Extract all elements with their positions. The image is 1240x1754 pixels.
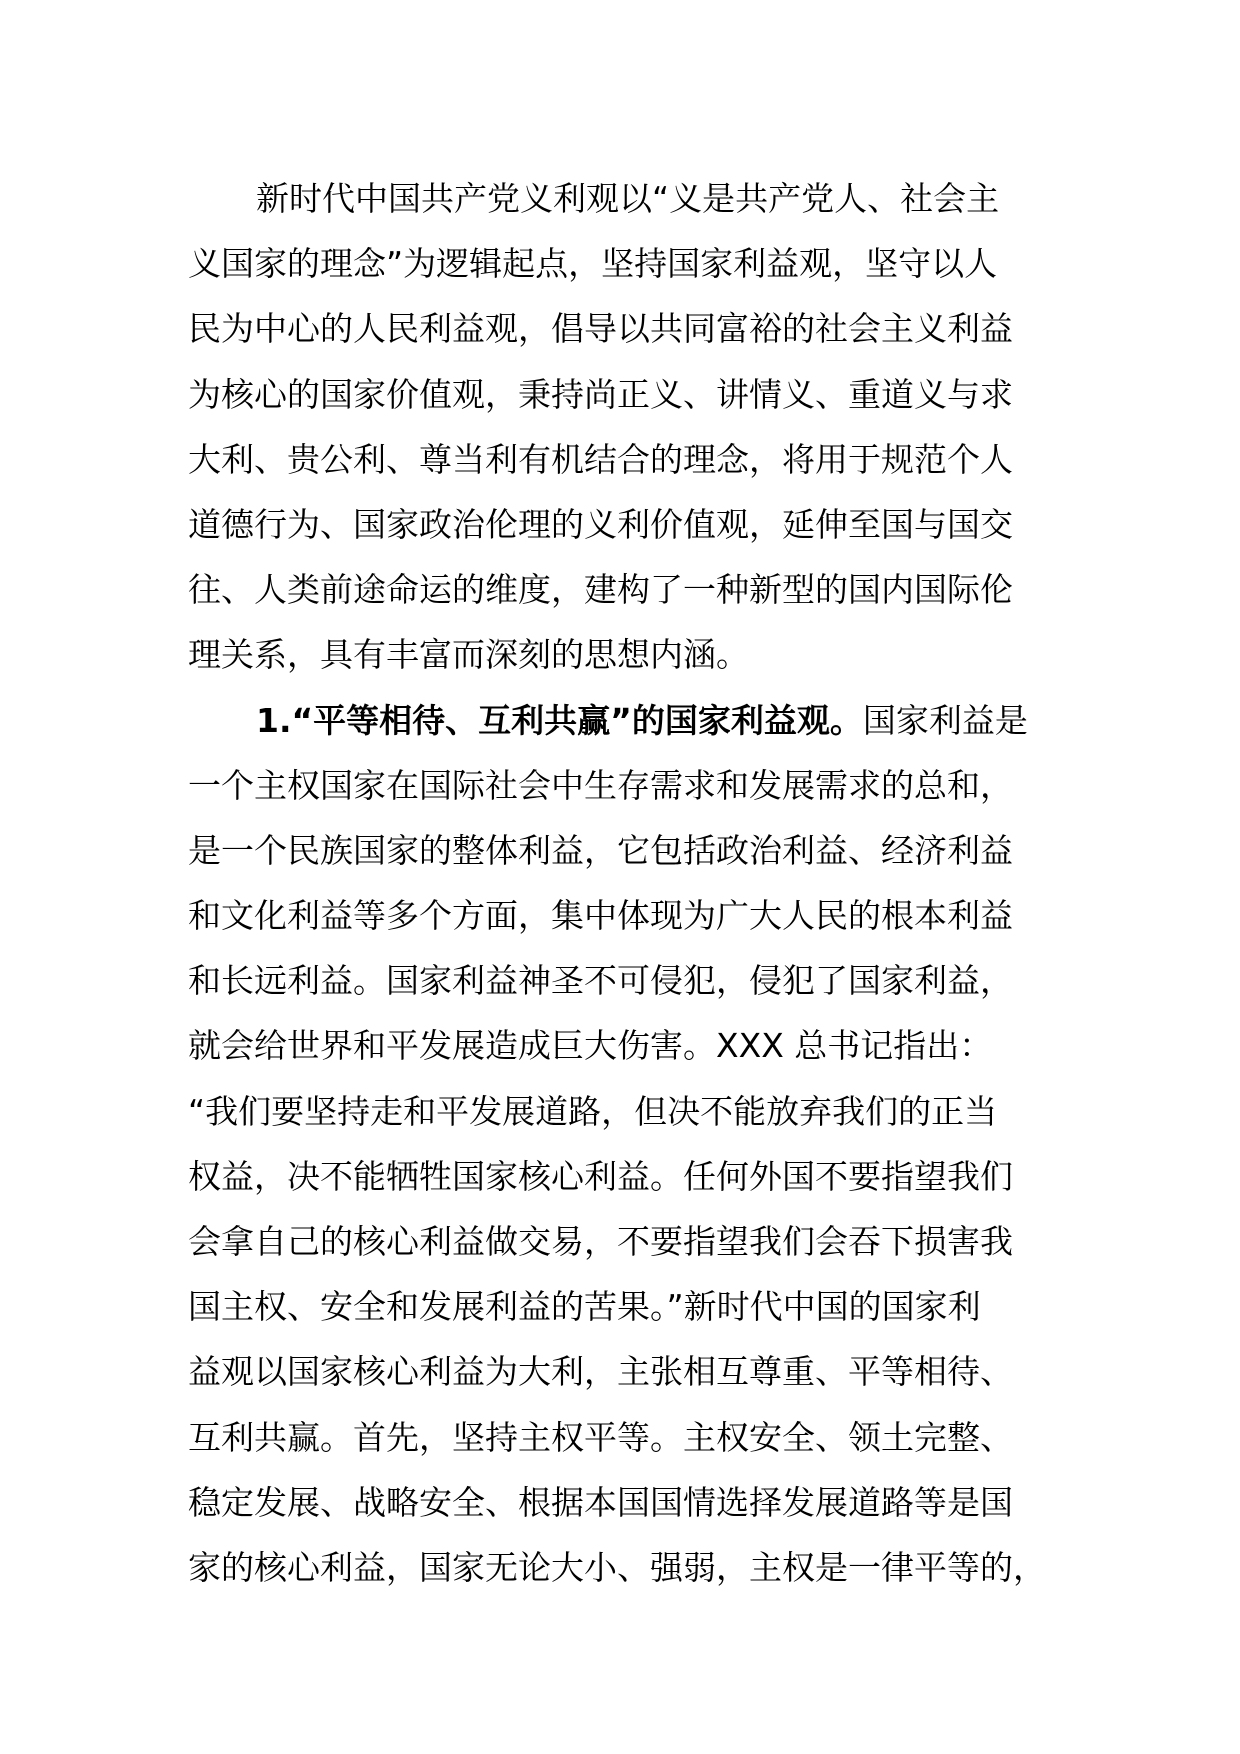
paragraph-2-line-8: 权益，决不能牺牲国家核心利益。任何外国不要指望我们 [188, 1156, 1013, 1196]
paragraph-2-line-1 [188, 688, 1058, 753]
paragraph-1-line-5: 大利、贵公利、尊当利有机结合的理念，将用于规范个人 [188, 439, 1013, 479]
paragraph-2-line-9: 会拿自己的核心利益做交易，不要指望我们会吞下损害我 [188, 1222, 1013, 1261]
paragraph-2-line-13: 稳定发展、战略安全、根据本国国情选择发展道路等是国 [188, 1482, 1013, 1522]
paragraph-1-line-7: 往、人类前途命运的维度，建构了一种新型的国内国际伦 [188, 570, 1013, 610]
paragraph-2-line-7: “我们要坚持走和平发展道路，但决不能放弃我们的正当 [188, 1091, 998, 1131]
paragraph-2-line-6: 就会给世界和平发展造成巨大伤害。XXX 总书记指出： [188, 1026, 993, 1066]
section-heading: 1.“平等相待、互利共赢”的国家利益观。 [256, 700, 863, 740]
paragraph-2-line-3: 是一个民族国家的整体利益，它包括政治利益、经济利益 [188, 830, 1013, 870]
paragraph-2-line-14: 家的核心利益，国家无论大小、强弱，主权是一律平等的， [188, 1547, 1046, 1587]
paragraph-1-line-1: 新时代中国共产党义利观以“义是共产党人、社会主 [256, 179, 1000, 218]
paragraph-1-line-3: 民为中心的人民利益观，倡导以共同富裕的社会主义利益 [188, 309, 1013, 349]
paragraph-2-line-1-text: 国家利益是 [862, 700, 1028, 740]
paragraph-2-line-2: 一个主权国家在国际社会中生存需求和发展需求的总和， [188, 765, 1013, 805]
paragraph-1-line-2: 义国家的理念”为逻辑起点，坚持国家利益观，坚守以人 [188, 244, 998, 284]
paragraph-2-line-4: 和文化利益等多个方面，集中体现为广大人民的根本利益 [188, 896, 1013, 936]
body-text [188, 166, 1058, 1600]
paragraph-2-line-5: 和长远利益。国家利益神圣不可侵犯，侵犯了国家利益， [188, 961, 1013, 1001]
paragraph-2-line-11: 益观以国家核心利益为大利，主张相互尊重、平等相待、 [188, 1352, 1013, 1392]
paragraph-2-line-10: 国主权、安全和发展利益的苦果。”新时代中国的国家利 [188, 1287, 981, 1327]
paragraph-1-line-6: 道德行为、国家政治伦理的义利价值观，延伸至国与国交 [188, 504, 1013, 544]
paragraph-1-line-8: 理关系，具有丰富而深刻的思想内涵。 [188, 635, 749, 675]
paragraph-2-line-12: 互利共赢。首先，坚持主权平等。主权安全、领土完整、 [188, 1417, 1013, 1457]
paragraph-1-line-4: 为核心的国家价值观，秉持尚正义、讲情义、重道义与求 [188, 374, 1013, 414]
